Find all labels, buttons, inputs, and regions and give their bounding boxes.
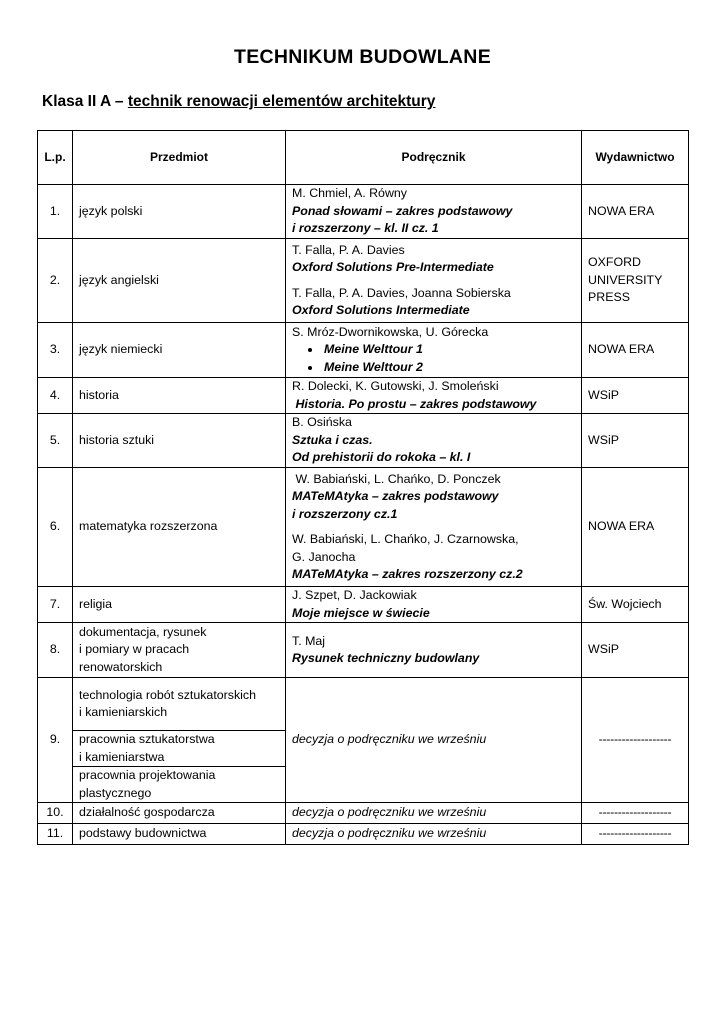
- publisher-cell: NOWA ERA: [582, 468, 689, 587]
- table-row: [38, 185, 689, 239]
- textbook-author: T. Falla, P. A. Davies, Joanna Sobierska: [292, 285, 511, 300]
- publisher-cell: WSiP: [582, 378, 689, 414]
- textbook-cell: [286, 414, 582, 468]
- subject-line: pracownia projektowania: [79, 768, 216, 782]
- specialty-label: technik renowacji elementów architektury: [127, 93, 436, 110]
- publisher-line: OXFORD: [588, 255, 642, 270]
- row-number: 8.: [38, 623, 73, 678]
- subject-cell: matematyka rozszerzona: [73, 468, 286, 587]
- table-header-row: [38, 131, 689, 185]
- subject-line: technologia robót sztukatorskich: [79, 687, 257, 702]
- subject-cell: język niemiecki: [73, 323, 286, 378]
- subject-line: plastycznego: [79, 785, 152, 800]
- publisher-cell: NOWA ERA: [582, 185, 689, 239]
- textbook-title: • Meine Welttour 1: [322, 341, 575, 359]
- header-publisher: Wydawnictwo: [582, 131, 689, 185]
- textbook-cell: [286, 323, 582, 378]
- textbook-cell: [286, 378, 582, 414]
- textbook-cell: [286, 185, 582, 239]
- subject-cell: historia sztuki: [73, 414, 286, 468]
- header-subject: Przedmiot: [73, 131, 286, 185]
- row-number: 6.: [38, 468, 73, 587]
- textbook-cell: [286, 239, 582, 323]
- textbook-cell: [286, 587, 582, 623]
- row-number: 7.: [38, 587, 73, 623]
- textbook-author: W. Babiański, L. Chańko, D. Ponczek: [292, 471, 501, 486]
- textbook-title: Rysunek techniczny budowlany: [292, 651, 480, 665]
- table-row: [38, 824, 689, 845]
- row-number: 3.: [38, 323, 73, 378]
- textbook-author: B. Osińska: [292, 415, 352, 430]
- textbook-title: Historia. Po prostu – zakres podstawowy: [292, 396, 537, 411]
- textbook-title: Ponad słowami – zakres podstawowy: [292, 203, 513, 218]
- subject-line: pracownia sztukatorstwa: [79, 732, 215, 746]
- subject-cell: język polski: [73, 185, 286, 239]
- publisher-cell: NOWA ERA: [582, 323, 689, 378]
- row-number: 10.: [38, 803, 73, 824]
- header-textbook: Podręcznik: [286, 131, 582, 185]
- header-lp: L.p.: [38, 131, 73, 185]
- table-row: [38, 378, 689, 414]
- subject-cell: podstawy budownictwa: [73, 824, 286, 845]
- table-row: [38, 239, 689, 323]
- textbook-title: i rozszerzony cz.1: [292, 506, 398, 521]
- table-row: [38, 678, 689, 731]
- textbook-author: J. Szpet, D. Jackowiak: [292, 588, 417, 602]
- publisher-cell: -------------------: [582, 824, 689, 845]
- textbook-author: T. Maj: [292, 633, 326, 648]
- textbook-title: Oxford Solutions Pre-Intermediate: [292, 260, 494, 274]
- subject-line: i pomiary w pracach: [79, 642, 190, 657]
- subject-line: dokumentacja, rysunek: [79, 624, 207, 639]
- subject-cell: religia: [73, 587, 286, 623]
- subject-cell: [73, 678, 286, 731]
- textbook-title: i rozszerzony – kl. II cz. 1: [292, 221, 439, 236]
- publisher-cell: Św. Wojciech: [582, 587, 689, 623]
- subject-cell: działalność gospodarcza: [73, 803, 286, 824]
- class-label: Klasa II A –: [42, 93, 128, 110]
- textbook-title: • Meine Welttour 2: [322, 359, 575, 377]
- subject-line: renowatorskich: [79, 659, 163, 674]
- publisher-cell: WSiP: [582, 414, 689, 468]
- textbook-title: Oxford Solutions Intermediate: [292, 303, 470, 317]
- subject-line: i kamieniarskich: [79, 705, 168, 719]
- textbook-author: W. Babiański, L. Chańko, J. Czarnowska,: [292, 532, 519, 546]
- table-row: [38, 323, 689, 378]
- table-row: [38, 623, 689, 678]
- textbook-title: Moje miejsce w świecie: [292, 605, 430, 620]
- subject-cell: historia: [73, 378, 286, 414]
- publisher-cell: -------------------: [582, 678, 689, 803]
- textbook-cell: [286, 468, 582, 587]
- row-number: 9.: [38, 678, 73, 803]
- textbook-list: [292, 341, 575, 376]
- row-number: 2.: [38, 239, 73, 323]
- textbook-author: S. Mróz-Dwornikowska, U. Górecka: [292, 324, 489, 339]
- textbook-cell: decyzja o podręczniku we wrześniu: [286, 824, 582, 845]
- row-number: 11.: [38, 824, 73, 845]
- table-row: [38, 587, 689, 623]
- textbook-title: Sztuka i czas.: [292, 432, 373, 447]
- textbook-author: T. Falla, P. A. Davies: [292, 242, 405, 257]
- textbook-cell: decyzja o podręczniku we wrześniu: [286, 803, 582, 824]
- publisher-cell: -------------------: [582, 803, 689, 824]
- table-row: [38, 414, 689, 468]
- textbook-cell: decyzja o podręczniku we wrześniu: [286, 678, 582, 803]
- publisher-cell: [582, 239, 689, 323]
- subject-line: i kamieniarstwa: [79, 749, 165, 764]
- textbook-title: MATeMAtyka – zakres rozszerzony cz.2: [292, 567, 523, 581]
- table-row: [38, 803, 689, 824]
- page-title: TECHNIKUM BUDOWLANE: [233, 46, 491, 68]
- textbook-cell: [286, 623, 582, 678]
- row-number: 5.: [38, 414, 73, 468]
- row-number: 4.: [38, 378, 73, 414]
- subject-cell: język angielski: [73, 239, 286, 323]
- class-subtitle: [42, 93, 435, 111]
- subject-cell: [73, 731, 286, 767]
- subject-cell: [73, 767, 286, 803]
- publisher-line: UNIVERSITY: [588, 272, 663, 287]
- textbook-author: G. Janocha: [292, 549, 356, 564]
- textbook-title: Od prehistorii do rokoka – kl. I: [292, 450, 471, 465]
- publisher-line: PRESS: [588, 290, 631, 305]
- subject-cell: [73, 623, 286, 678]
- row-number: 1.: [38, 185, 73, 239]
- textbook-title: MATeMAtyka – zakres podstawowy: [292, 489, 499, 503]
- textbook-author: R. Dolecki, K. Gutowski, J. Smoleński: [292, 379, 499, 393]
- publisher-cell: WSiP: [582, 623, 689, 678]
- textbook-table: [37, 130, 689, 845]
- table-row: [38, 468, 689, 587]
- textbook-author: M. Chmiel, A. Równy: [292, 186, 407, 201]
